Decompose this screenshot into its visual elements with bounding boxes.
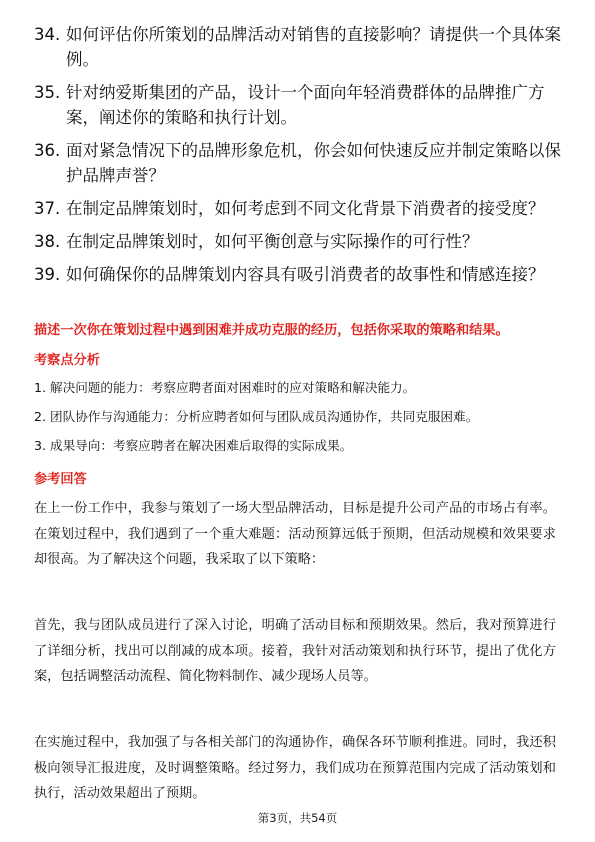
page-number: 第3页，共54页 — [257, 811, 338, 825]
question-text: 如何评估你所策划的品牌活动对销售的直接影响？请提供一个具体案例。 — [66, 25, 561, 69]
question-number: 35. — [34, 83, 61, 102]
question-item — [34, 138, 574, 188]
analysis-heading: 考察点分析 — [34, 353, 100, 368]
question-list — [34, 22, 574, 295]
question-item — [34, 80, 574, 130]
analysis-points — [34, 378, 579, 465]
question-number: 38. — [34, 232, 61, 251]
answer-paragraph: 在上一份工作中，我参与策划了一场大型品牌活动，目标是提升公司产品的市场占有率。在策划过程中，我们遇到了一个重大难题：活动预算远低于预期，但活动规模和效果要求却很高。为了解决这个问题，我采取了以下策略： — [34, 501, 556, 567]
question-item — [34, 229, 574, 254]
highlighted-question: 描述一次你在策划过程中遇到困难并成功克服的经历，包括你采取的策略和结果。 — [34, 323, 509, 338]
analysis-point: 2. 团队协作与沟通能力：分析应聘者如何与团队成员沟通协作，共同克服困难。 — [34, 409, 479, 424]
analysis-point: 1. 解决问题的能力：考察应聘者面对困难时的应对策略和解决能力。 — [34, 380, 416, 395]
question-item — [34, 22, 574, 72]
question-text: 在制定品牌策划时，如何考虑到不同文化背景下消费者的接受度？ — [66, 199, 545, 218]
question-item — [34, 196, 574, 221]
answer-paragraph: 在实施过程中，我加强了与各相关部门的沟通协作，确保各环节顺利推进。同时，我还积极向领导汇报进度，及时调整策略。经过努力，我们成功在预算范围内完成了活动策划和执行，活动效果超出了预期。 — [34, 735, 556, 801]
question-text: 针对纳爱斯集团的产品，设计一个面向年轻消费群体的品牌推广方案，阐述你的策略和执行计划。 — [66, 83, 545, 127]
question-text: 面对紧急情况下的品牌形象危机，你会如何快速反应并制定策略以保护品牌声誉？ — [66, 141, 561, 185]
question-number: 39. — [34, 265, 61, 284]
question-number: 37. — [34, 199, 61, 218]
question-text: 如何确保你的品牌策划内容具有吸引消费者的故事性和情感连接？ — [66, 265, 545, 284]
answer-heading: 参考回答 — [34, 472, 87, 487]
answer-paragraph: 首先，我与团队成员进行了深入讨论，明确了活动目标和预期效果。然后，我对预算进行了详细分析，找出可以削减的成本项。接着，我针对活动策划和执行环节，提出了优化方案，包括调整活动流程、简化物料制作、减少现场人员等。 — [34, 618, 556, 684]
question-number: 34. — [34, 25, 61, 44]
analysis-point: 3. 成果导向：考察应聘者在解决困难后取得的实际成果。 — [34, 438, 353, 453]
question-item — [34, 262, 574, 287]
question-text: 在制定品牌策划时，如何平衡创意与实际操作的可行性？ — [66, 232, 479, 251]
question-number: 36. — [34, 141, 61, 160]
